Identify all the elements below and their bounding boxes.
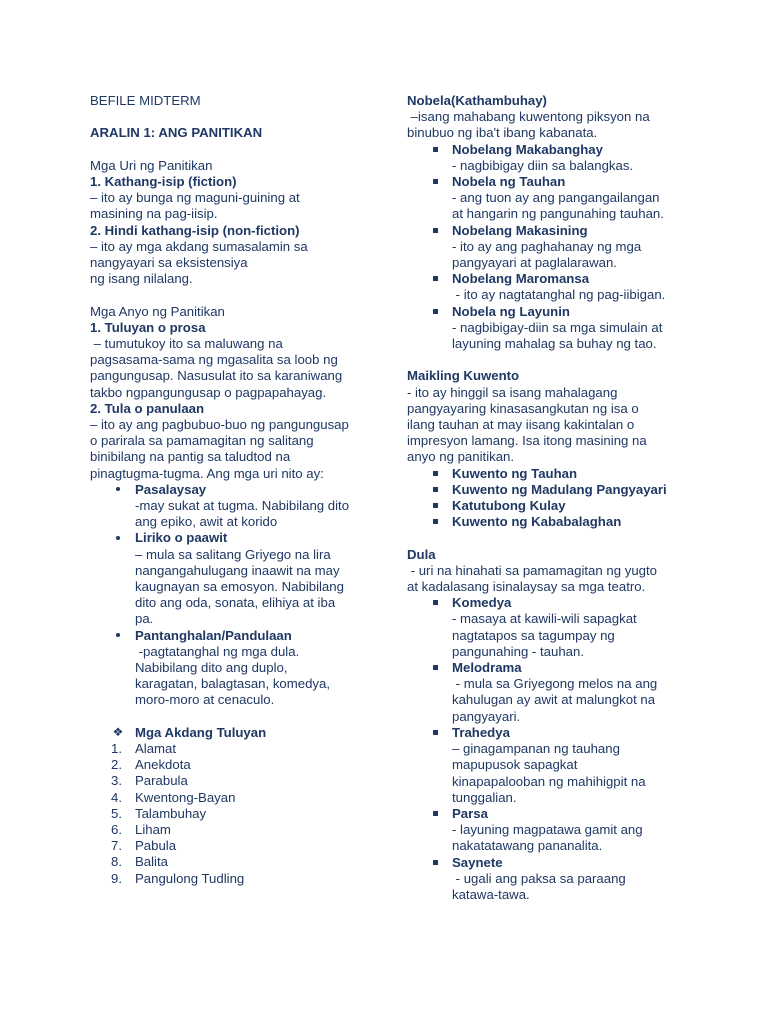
- list-number: 9.: [111, 870, 122, 886]
- anyo-item2-line: pinagtugma-tugma. Ang mga uri nito ay:: [90, 465, 324, 481]
- list-item: [407, 304, 707, 353]
- anyo-item1-title: 1. Tuluyan o prosa: [90, 319, 206, 335]
- list-text: Talambuhay: [135, 805, 207, 821]
- anyo-item2-title: 2. Tula o panulaan: [90, 400, 205, 416]
- square-bullet-icon: [423, 595, 447, 610]
- square-bullet-icon: [423, 304, 447, 319]
- list-number: 8.: [111, 854, 122, 870]
- list-item: [407, 223, 707, 272]
- square-bullet-icon: [423, 223, 447, 238]
- dula-heading: Dula: [407, 546, 436, 562]
- tula-type-line: kaugnayan sa emosyon. Nabibilang: [135, 579, 344, 595]
- maikling-line: pangyayaring kinasasangkutan ng isa o: [407, 400, 639, 416]
- tula-type-line: -may sukat at tugma. Nabibilang dito: [135, 498, 350, 514]
- uri-item1-title: 1. Kathang-isip (fiction): [90, 173, 237, 189]
- nobela-type-title: Nobelang Maromansa: [452, 271, 590, 287]
- nobela-type-title: Nobelang Makabanghay: [452, 141, 603, 157]
- dula-type-line: pangunahing - tauhan.: [452, 643, 584, 659]
- nobela-type-title: Nobelang Makasining: [452, 222, 588, 238]
- list-item: [90, 871, 380, 887]
- anyo-item1-line: – tumutukoy ito sa maluwang na: [90, 336, 283, 351]
- maikling-line: ilang tauhan at may iisang kakintalan o: [407, 417, 635, 433]
- uri-item1-line: masining na pag-iisip.: [90, 206, 218, 222]
- square-bullet-icon: [423, 482, 447, 497]
- list-number: 1.: [111, 741, 122, 757]
- list-item: [90, 790, 380, 806]
- list-item: [407, 514, 707, 530]
- uri-heading: Mga Uri ng Panitikan: [90, 157, 213, 173]
- dula-type-line: mapupusok sapagkat: [452, 757, 578, 773]
- kuwento-type: Kuwento ng Madulang Pangyayari: [452, 481, 667, 497]
- nobela-type-line: - ang tuon ay ang pangangailangan: [452, 190, 660, 206]
- lesson-title: ARALIN 1: ANG PANITIKAN: [90, 125, 263, 141]
- anyo-heading: Mga Anyo ng Panitikan: [90, 303, 225, 319]
- dula-type-title: Saynete: [452, 854, 503, 870]
- dula-type-line: pangyayari.: [452, 708, 521, 724]
- list-number: 4.: [111, 789, 122, 805]
- tula-type-title: Pasalaysay: [135, 481, 207, 497]
- anyo-item1-line: pangungusap. Nasusulat ito sa karaniwang: [90, 368, 343, 384]
- dula-line: - uri na hinahati sa pamamagitan ng yugto: [407, 562, 657, 578]
- square-bullet-icon: [423, 806, 447, 821]
- dula-type-title: Melodrama: [452, 660, 522, 676]
- square-bullet-icon: [423, 855, 447, 870]
- bullet-dot-icon: [106, 628, 130, 643]
- kuwento-type: Katutubong Kulay: [452, 498, 566, 514]
- list-text: Parabula: [135, 773, 188, 789]
- nobela-heading: Nobela(Kathambuhay): [407, 93, 547, 108]
- list-text: Liham: [135, 822, 171, 838]
- list-item: [90, 482, 380, 531]
- right-column: [407, 93, 707, 903]
- anyo-item2-line: binibilang na pantig sa taludtod na: [90, 449, 291, 465]
- square-bullet-icon: [423, 142, 447, 157]
- nobela-type-line: - ito ay nagtatanghal ng pag-iibigan.: [452, 287, 666, 303]
- maikling-heading: Maikling Kuwento: [407, 368, 520, 384]
- square-bullet-icon: [423, 174, 447, 189]
- square-bullet-icon: [423, 498, 447, 513]
- dula-type-line: kinapapalooban ng mahihigpit na: [452, 773, 646, 789]
- dula-type-line: - masaya at kawili-wili sapagkat: [452, 611, 637, 627]
- tuluyan-list: [90, 741, 380, 887]
- doc-header: BEFILE MIDTERM: [90, 93, 201, 108]
- tula-type-line: ang epiko, awit at korido: [135, 514, 278, 530]
- nobela-type-line: at hangarin ng pangunahing tauhan.: [452, 206, 664, 222]
- list-number: 6.: [111, 822, 122, 838]
- bullet-dot-icon: [106, 530, 130, 545]
- square-bullet-icon: [423, 725, 447, 740]
- list-item: [90, 822, 380, 838]
- list-text: Pangulong Tudling: [135, 870, 245, 886]
- list-text: Pabula: [135, 838, 177, 854]
- list-item: [407, 806, 707, 855]
- maikling-line: - ito ay hinggil sa isang mahalagang: [407, 384, 618, 400]
- dula-type-title: Parsa: [452, 805, 488, 821]
- tula-type-line: -pagtatanghal ng mga dula.: [135, 643, 300, 659]
- dula-type-line: kahulugan ay awit at malungkot na: [452, 692, 656, 708]
- list-item: [90, 854, 380, 870]
- dula-type-line: nagtatapos sa tagumpay ng: [452, 627, 615, 643]
- dula-type-title: Komedya: [452, 595, 512, 611]
- dula-line: at kadalasang isinalaysay sa mga teatro.: [407, 579, 646, 595]
- dula-type-line: - mula sa Griyegong melos na ang: [452, 676, 658, 692]
- uri-item2-title: 2. Hindi kathang-isip (non-fiction): [90, 222, 300, 238]
- list-item: [407, 725, 707, 806]
- dula-type-line: tunggalian.: [452, 789, 517, 805]
- uri-item2-line: – ito ay mga akdang sumasalamin sa: [90, 238, 308, 254]
- list-item: [407, 855, 707, 904]
- list-text: Alamat: [135, 741, 177, 757]
- list-number: 7.: [111, 838, 122, 854]
- dula-type-line: – ginagampanan ng tauhang: [452, 741, 620, 757]
- list-item: [407, 271, 707, 303]
- bullet-dot-icon: [106, 482, 130, 497]
- nobela-line: binubuo ng iba't ibang kabanata.: [407, 125, 598, 141]
- list-item: [407, 142, 707, 174]
- kuwento-type: Kuwento ng Kababalaghan: [452, 514, 622, 530]
- tula-type-line: nangangahulugang inaawit na may: [135, 562, 340, 578]
- list-number: 5.: [111, 805, 122, 821]
- list-item: [90, 806, 380, 822]
- tula-type-line: pa.: [135, 611, 154, 627]
- list-item: [407, 660, 707, 725]
- maikling-line: anyo ng panitikan.: [407, 449, 515, 465]
- nobela-type-title: Nobela ng Layunin: [452, 303, 570, 319]
- tula-type-line: dito ang oda, sonata, elihiya at iba: [135, 595, 336, 611]
- list-text: Anekdota: [135, 757, 191, 773]
- uri-item2-line: ng isang nilalang.: [90, 271, 193, 287]
- tula-type-line: Nabibilang dito ang duplo,: [135, 660, 288, 676]
- list-number: 2.: [111, 757, 122, 773]
- nobela-line: –isang mahabang kuwentong piksyon na: [407, 109, 650, 125]
- list-text: Kwentong-Bayan: [135, 789, 236, 805]
- nobela-type-line: - ito ay ang paghahanay ng mga: [452, 238, 642, 254]
- list-item: [90, 741, 380, 757]
- left-column: [90, 93, 380, 887]
- dula-type-line: - ugali ang paksa sa paraang: [452, 870, 626, 886]
- tula-type-title: Pantanghalan/Pandulaan: [135, 627, 292, 643]
- nobela-type-line: pangyayari at paglalarawan.: [452, 255, 617, 271]
- list-item: [90, 628, 380, 709]
- square-bullet-icon: [423, 514, 447, 529]
- tula-type-title: Liriko o paawit: [135, 530, 228, 546]
- tula-type-line: karagatan, balagtasan, komedya,: [135, 676, 331, 692]
- dula-type-line: - layuning magpatawa gamit ang: [452, 822, 643, 838]
- anyo-item1-line: takbo ngpangungusap o pagpapahayag.: [90, 384, 327, 400]
- nobela-type-title: Nobela ng Tauhan: [452, 174, 566, 190]
- list-text: Balita: [135, 854, 168, 870]
- list-item: [90, 838, 380, 854]
- tula-type-line: moro-moro at cenaculo.: [135, 692, 275, 708]
- list-item: [90, 757, 380, 773]
- list-number: 3.: [111, 773, 122, 789]
- kuwento-type: Kuwento ng Tauhan: [452, 465, 578, 481]
- nobela-type-line: - nagbibigay-diin sa mga simulain at: [452, 319, 663, 335]
- tuluyan-heading: Mga Akdang Tuluyan: [135, 724, 267, 740]
- square-bullet-icon: [423, 660, 447, 675]
- anyo-item1-line: pagsasama-sama ng mgasalita sa loob ng: [90, 352, 338, 368]
- dula-type-title: Trahedya: [452, 724, 510, 740]
- tula-type-line: – mula sa salitang Griyego na lira: [135, 546, 331, 562]
- diamond-bullet-icon: ❖: [112, 724, 124, 739]
- tuluyan-heading-row: [90, 725, 380, 741]
- maikling-line: impresyon lamang. Isa itong masining na: [407, 433, 647, 449]
- anyo-item2-line: o parirala sa pamamagitan ng salitang: [90, 433, 314, 449]
- nobela-type-line: layuning mahalag sa buhay ng tao.: [452, 336, 657, 352]
- uri-item1-line: – ito ay bunga ng maguni-guining at: [90, 190, 300, 206]
- anyo-item2-line: – ito ay ang pagbubuo-buo ng pangungusap: [90, 417, 349, 433]
- list-item: [407, 174, 707, 223]
- uri-item2-line: nangyayari sa eksistensiya: [90, 255, 248, 270]
- square-bullet-icon: [423, 271, 447, 286]
- list-item: [407, 466, 707, 482]
- list-item: [90, 530, 380, 627]
- list-item: [90, 773, 380, 789]
- nobela-type-line: - nagbibigay diin sa balangkas.: [452, 157, 634, 173]
- list-item: [407, 595, 707, 660]
- list-item: [407, 482, 707, 498]
- square-bullet-icon: [423, 466, 447, 481]
- dula-type-line: nakatatawang pananalita.: [452, 838, 603, 854]
- list-item: [407, 498, 707, 514]
- dula-type-line: katawa-tawa.: [452, 886, 530, 902]
